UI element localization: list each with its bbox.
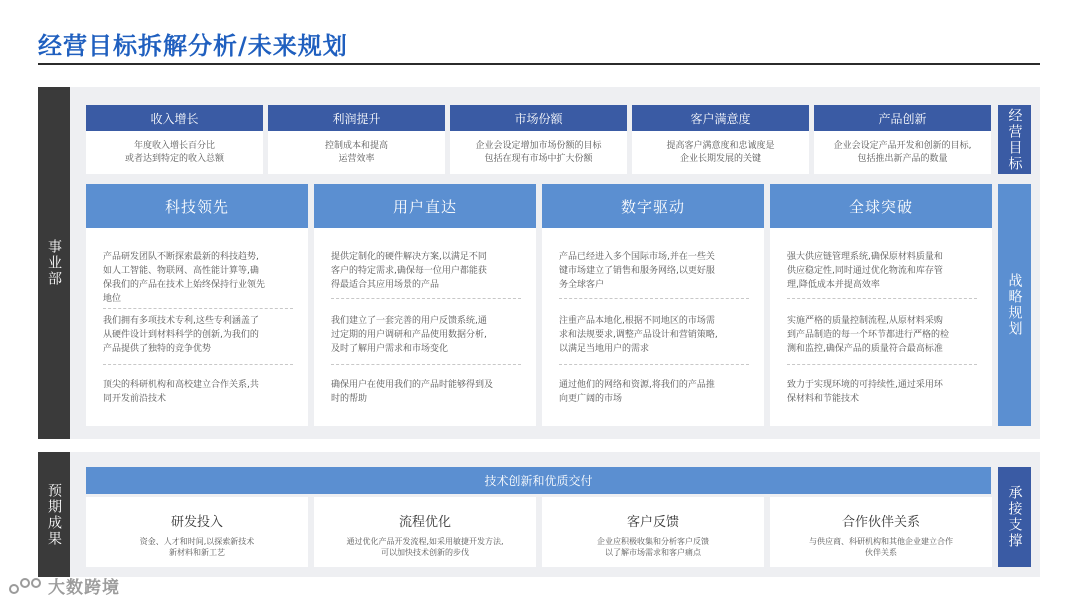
strategy-paragraph: 通过他们的网络和资源,将我们的产品推 向更广阔的市场 <box>559 380 715 404</box>
watermark-text: 大数跨境 <box>48 578 120 598</box>
strategy-paragraph: 注重产品本地化,根据不同地区的市场需 求和法规要求,调整产品设计和营销策略, 以满足当地用户的需求 <box>559 316 718 354</box>
support-card <box>542 497 764 567</box>
support-desc: 通过优化产品开发流程,如采用敏捷开发方法, 可以加快技术创新的步伐 <box>346 537 504 557</box>
page-title: 经营目标拆解分析/未来规划 <box>38 32 348 60</box>
strategy-paragraph: 我们建立了一套完善的用户反馈系统,通 过定期的用户调研和产品使用数据分析, 及时了解用户需求和市场变化 <box>331 316 487 354</box>
goal-card <box>86 105 263 174</box>
dashed-divider <box>103 364 293 365</box>
support-desc: 资金、人才和时间,以探索新技术 新材料和新工艺 <box>139 537 255 557</box>
goal-card <box>814 105 991 174</box>
watermark-logo <box>8 573 120 598</box>
dashed-divider <box>787 298 977 299</box>
strategy-paragraph: 我们拥有多项技术专利,这些专利涵盖了 从硬件设计到材料科学的创新,为我们的 产品提供了独特的竞争优势 <box>103 316 259 354</box>
logo-icon <box>8 575 44 597</box>
dashed-divider <box>559 298 749 299</box>
dashed-divider <box>331 364 521 365</box>
strategy-paragraph: 确保用户在使用我们的产品时能够得到及 时的帮助 <box>331 380 494 404</box>
strategy-paragraph: 提供定制化的硬件解决方案,以满足不同 客户的特定需求,确保每一位用户都能获 得最适合其应用场景的产品 <box>331 252 487 290</box>
goal-desc: 企业会设定增加市场份额的目标 包括在现有市场中扩大份额 <box>475 140 602 164</box>
support-desc: 与供应商、科研机构和其他企业建立合作 伙伴关系 <box>809 537 953 557</box>
strategy-paragraph: 产品已经进入多个国际市场,并在一些关 键市场建立了销售和服务网络,以更好服 务全球客户 <box>559 252 715 290</box>
goal-desc: 提高客户满意度和忠诚度是 企业长期发展的关键 <box>666 140 775 164</box>
strategy-paragraph: 顶尖的科研机构和高校建立合作关系,共 同开发前沿技术 <box>103 380 259 404</box>
goal-desc: 企业会设定产品开发和创新的目标, 包括推出新产品的数量 <box>833 140 972 164</box>
support-desc: 企业应积极收集和分析客户反馈 以了解市场需求和客户痛点 <box>597 537 709 557</box>
strategy-card <box>314 184 536 426</box>
strategy-paragraph: 产品研发团队不断探索最新的科技趋势, 如人工智能、物联网、高性能计算等,确 保我们的产品在技术上始终保持行业领先 地位 <box>103 252 266 304</box>
support-title: 研发投入 <box>170 515 223 530</box>
strategy-paragraph: 致力于实现环境的可持续性,通过采用环 保材料和节能技术 <box>787 380 943 404</box>
goal-card <box>450 105 627 174</box>
support-label: 承接支撑 <box>998 467 1031 567</box>
goal-card <box>268 105 445 174</box>
goal-title: 利润提升 <box>268 105 445 131</box>
goal-title: 收入增长 <box>86 105 263 131</box>
support-card <box>770 497 992 567</box>
strategy-paragraph: 实施严格的质量控制流程,从原材料采购 到产品制造的每一个环节都进行严格的检 测和监控,确保产品的质量符合最高标准 <box>787 316 950 354</box>
expected-results-label: 预期成果 <box>38 452 70 577</box>
dashed-divider <box>103 308 293 309</box>
strategy-card <box>86 184 308 426</box>
goals-label: 经营目标 <box>998 105 1031 174</box>
goal-desc: 控制成本和提高 运营效率 <box>324 140 388 164</box>
strategy-title: 用户直达 <box>314 184 536 228</box>
strategy-title: 科技领先 <box>86 184 308 228</box>
goal-title: 客户满意度 <box>632 105 809 131</box>
support-card <box>86 497 308 567</box>
goal-card <box>632 105 809 174</box>
dashed-divider <box>787 364 977 365</box>
support-banner: 技术创新和优质交付 <box>86 467 991 494</box>
title-divider <box>38 63 1040 65</box>
strategy-card <box>770 184 992 426</box>
strategy-title: 全球突破 <box>770 184 992 228</box>
strategy-card <box>542 184 764 426</box>
support-title: 流程优化 <box>398 515 451 530</box>
goal-title: 市场份额 <box>450 105 627 131</box>
support-card <box>314 497 536 567</box>
goal-title: 产品创新 <box>814 105 991 131</box>
support-title: 客户反馈 <box>626 515 679 530</box>
business-unit-label: 事业部 <box>38 87 70 439</box>
strategy-title: 数字驱动 <box>542 184 764 228</box>
dashed-divider <box>331 298 521 299</box>
goal-desc: 年度收入增长百分比 或者达到特定的收入总额 <box>124 140 224 164</box>
strategy-paragraph: 强大供应链管理系统,确保原材料质量和 供应稳定性,同时通过优化物流和库存管 理,降低成本并提高效率 <box>787 252 943 290</box>
support-title: 合作伙伴关系 <box>841 515 920 530</box>
strategy-label: 战略规划 <box>998 184 1031 426</box>
dashed-divider <box>559 364 749 365</box>
